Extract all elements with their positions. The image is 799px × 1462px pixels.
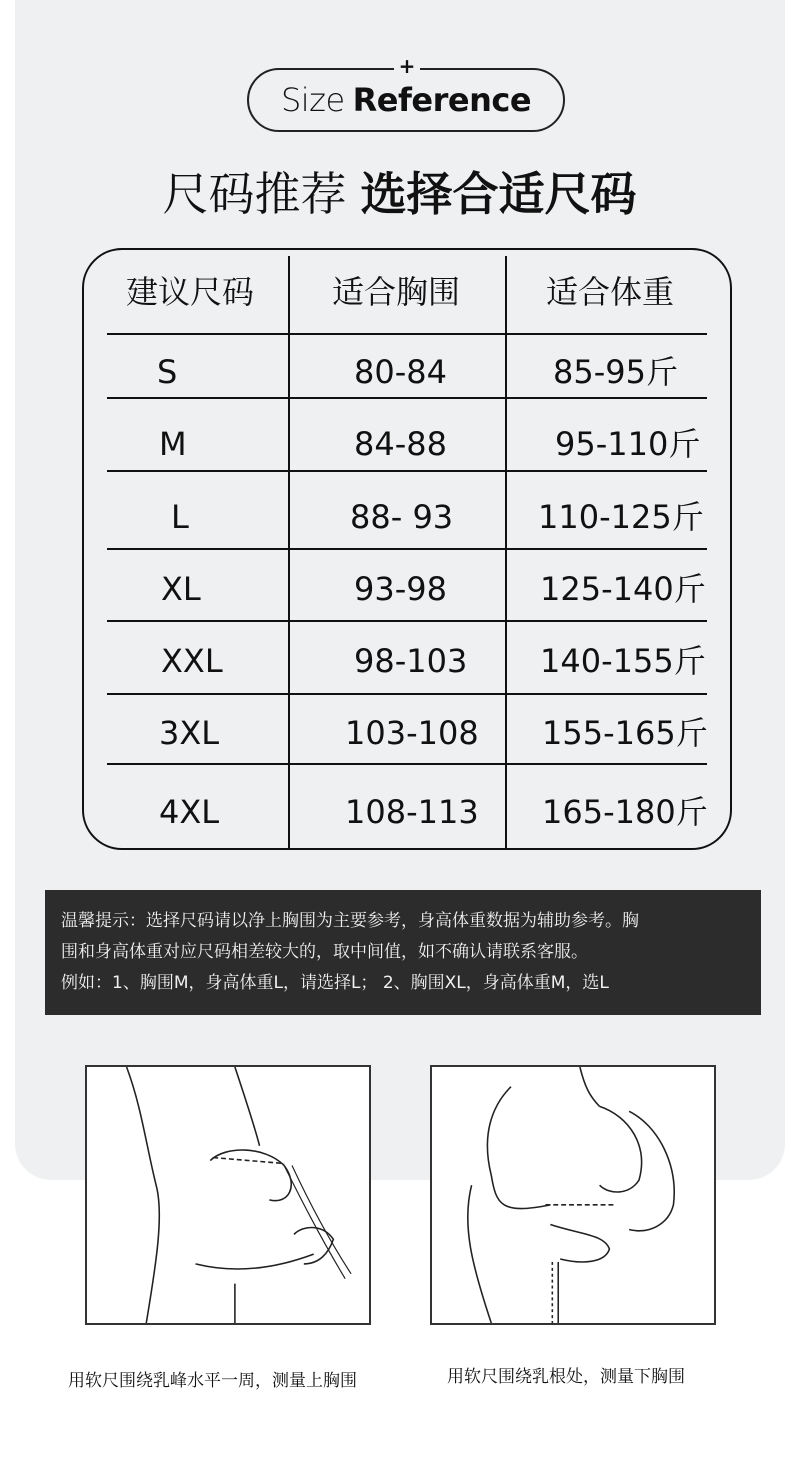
cell-weight: 155-165斤 (542, 714, 708, 752)
cell-weight: 125-140斤 (540, 570, 706, 608)
table-divider (288, 256, 290, 850)
cell-size: L (171, 498, 189, 536)
cell-bust: 84-88 (354, 425, 447, 463)
under-bust-illustration (430, 1065, 716, 1325)
table-rule (107, 763, 707, 765)
cell-weight: 95-110斤 (555, 425, 701, 463)
badge-text-bold: Reference (352, 81, 532, 119)
cell-bust: 88- 93 (350, 498, 454, 536)
cell-weight: 165-180斤 (542, 793, 708, 831)
cell-size: 3XL (159, 714, 220, 752)
table-rule (107, 620, 707, 622)
title-thin: 尺码推荐 (162, 167, 347, 221)
upper-bust-illustration (85, 1065, 371, 1325)
cell-bust: 103-108 (345, 714, 479, 752)
tip-line: 围和身高体重对应尺码相差较大的，取中间值，如不确认请联系客服。 (61, 942, 588, 962)
table-rule (107, 693, 707, 695)
under-bust-caption: 用软尺围绕乳根处，测量下胸围 (447, 1367, 685, 1387)
table-rule (107, 397, 707, 399)
cell-size: XXL (161, 642, 223, 680)
tip-line: 温馨提示：选择尺码请以净上胸围为主要参考，身高体重数据为辅助参考。胸 (61, 911, 639, 931)
cell-size: S (157, 353, 178, 391)
table-rule (107, 333, 707, 335)
header-weight: 适合体重 (546, 273, 675, 311)
cell-weight: 140-155斤 (540, 642, 706, 680)
table-rule (107, 470, 707, 472)
cell-bust: 80-84 (354, 353, 447, 391)
cell-bust: 108-113 (345, 793, 479, 831)
page-title (0, 158, 799, 224)
header-bust: 适合胸围 (332, 273, 461, 311)
cell-size: 4XL (159, 793, 220, 831)
badge-text-light: Size (280, 81, 345, 119)
cell-weight: 110-125斤 (538, 498, 704, 536)
header-size: 建议尺码 (126, 273, 255, 311)
table-divider (505, 256, 507, 850)
cell-bust: 98-103 (354, 642, 468, 680)
cell-size: M (159, 425, 187, 463)
tip-box (45, 890, 761, 1015)
title-bold: 选择合适尺码 (360, 167, 637, 221)
table-rule (107, 548, 707, 550)
cell-size: XL (161, 570, 201, 608)
cell-bust: 93-98 (354, 570, 447, 608)
upper-bust-caption: 用软尺围绕乳峰水平一周，测量上胸围 (68, 1371, 357, 1391)
tip-line: 例如：1、胸围M，身高体重L，请选择L； 2、胸围XL，身高体重M，选L (61, 973, 609, 993)
cell-weight: 85-95斤 (553, 353, 678, 391)
plus-icon: + (394, 56, 420, 78)
